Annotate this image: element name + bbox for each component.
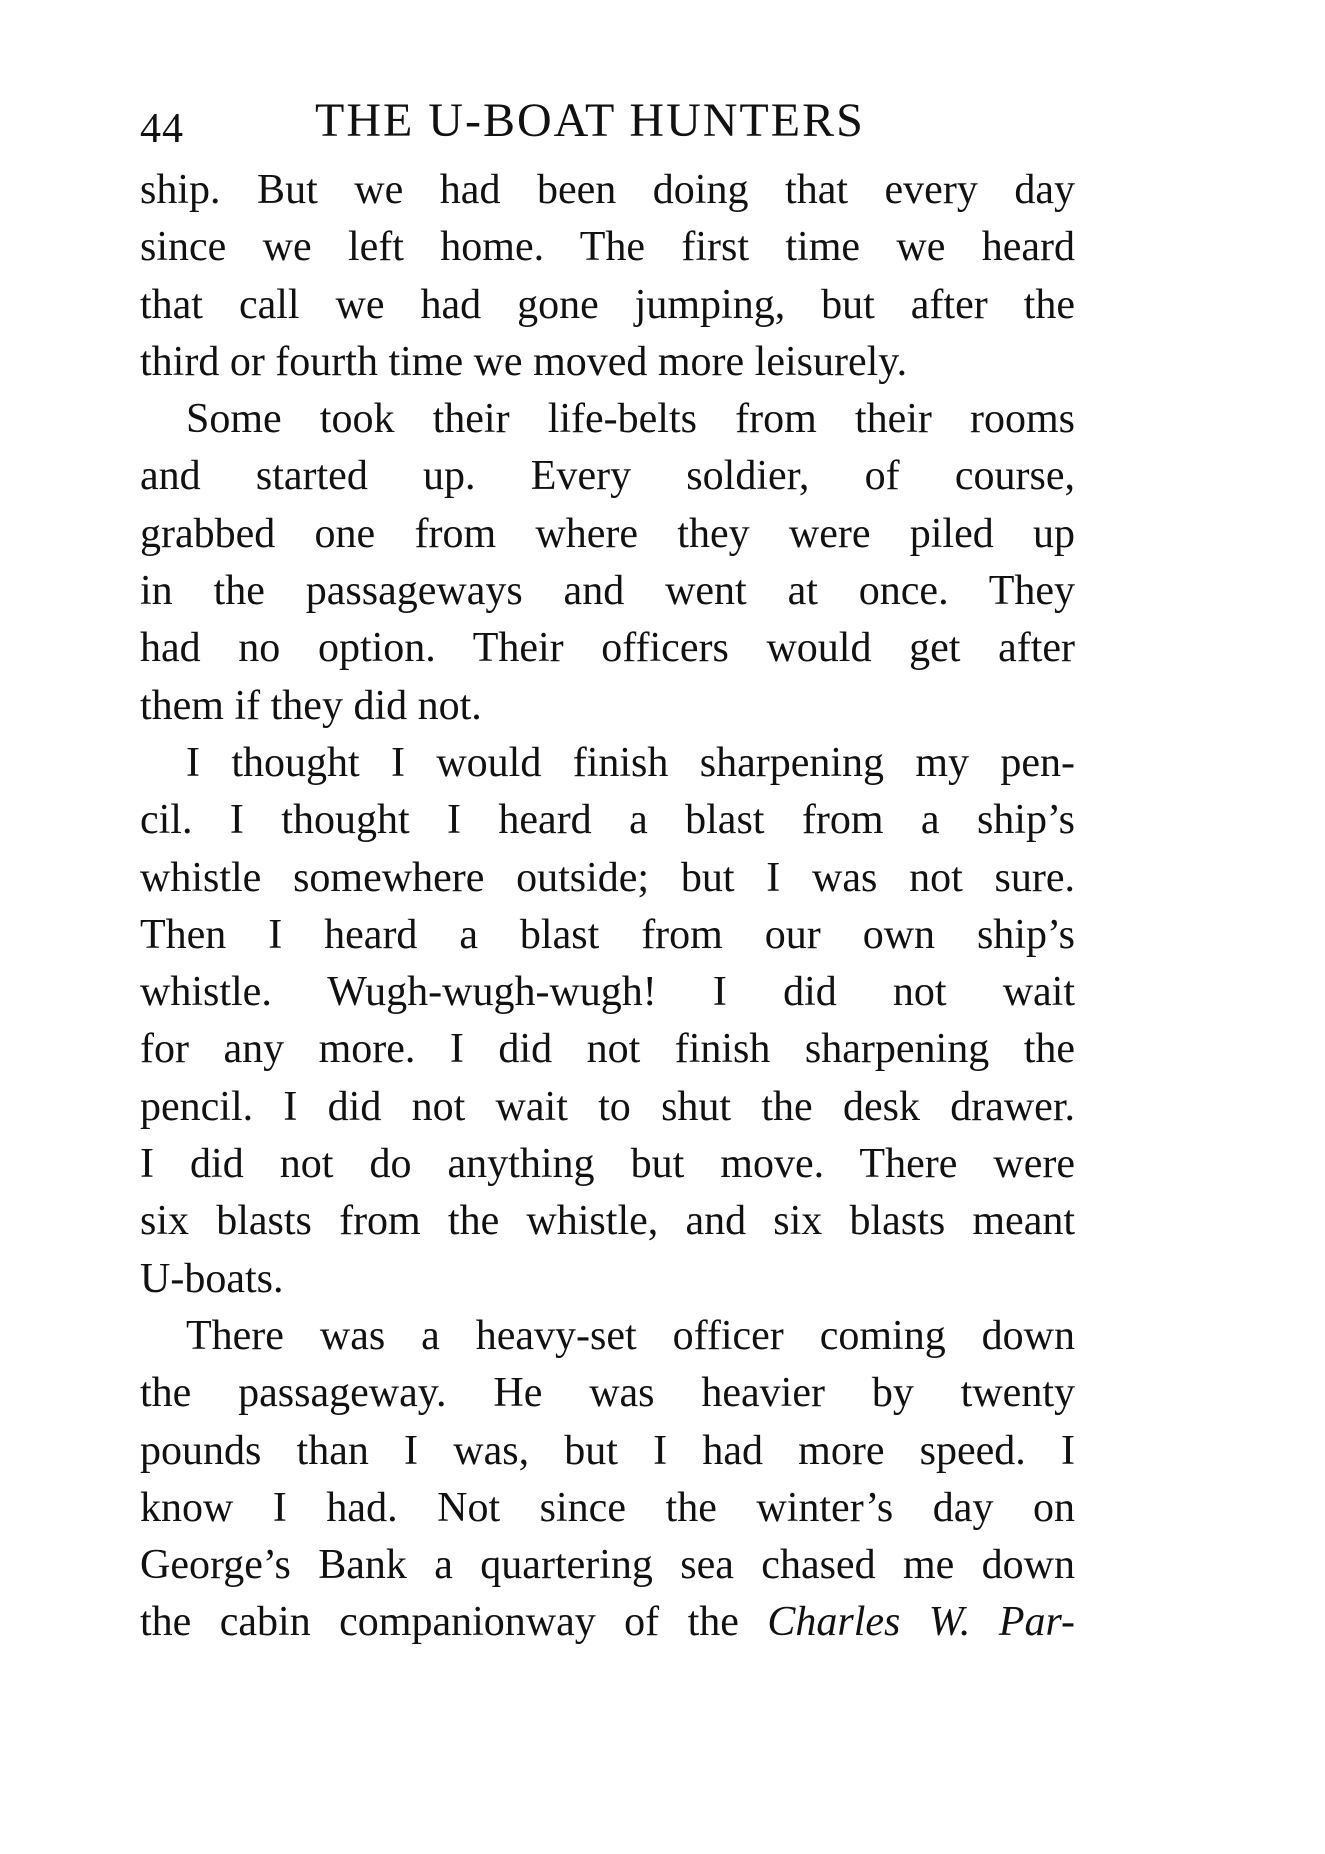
text-line: know I had. Not since the winter’s day on xyxy=(140,1484,1075,1531)
text-line: I did not do anything but move. There were xyxy=(140,1141,1075,1188)
final-line-text: the cabin companionway of the xyxy=(140,1599,768,1646)
text-line: pencil. I did not wait to shut the desk drawer. xyxy=(140,1083,1075,1130)
text-line: whistle. Wugh-wugh-wugh! I did not wait xyxy=(140,969,1075,1016)
text-line: whistle somewhere outside; but I was not sure. xyxy=(140,854,1075,901)
text-line: Some took their life-belts from their rooms xyxy=(186,396,1075,443)
text-line: that call we had gone jumping, but after the xyxy=(140,281,1075,328)
text-line: the passageway. He was heavier by twenty xyxy=(140,1370,1075,1417)
text-line: for any more. I did not finish sharpening the xyxy=(140,1026,1075,1073)
running-head: THE U-BOAT HUNTERS xyxy=(315,94,865,147)
text-line: Then I heard a blast from our own ship’s xyxy=(140,911,1075,958)
page-number: 44 xyxy=(140,106,184,152)
body-text xyxy=(140,162,1075,1652)
text-line: ship. But we had been doing that every day xyxy=(140,167,1075,213)
text-line: I thought I would finish sharpening my pen- xyxy=(186,739,1075,786)
ship-name-italic: Charles W. Par- xyxy=(767,1599,1076,1646)
text-line-final xyxy=(140,1594,1075,1651)
text-line: in the passageways and went at once. They xyxy=(140,568,1075,615)
text-line: pounds than I was, but I had more speed. I xyxy=(140,1427,1075,1474)
text-line: grabbed one from where they were piled up xyxy=(140,510,1075,557)
text-line: had no option. Their officers would get after xyxy=(140,625,1075,672)
text-line: cil. I thought I heard a blast from a ship’s xyxy=(140,797,1075,844)
text-line: and started up. Every soldier, of course, xyxy=(140,453,1075,500)
page-header xyxy=(140,80,1075,162)
text-line: U-boats. xyxy=(140,1255,284,1302)
text-line: them if they did not. xyxy=(140,682,482,729)
book-page xyxy=(140,80,1075,1652)
text-line: George’s Bank a quartering sea chased me down xyxy=(140,1542,1075,1589)
text-line: There was a heavy-set officer coming down xyxy=(186,1312,1075,1359)
text-line: since we left home. The first time we heard xyxy=(140,224,1075,271)
text-line: third or fourth time we moved more leisurely. xyxy=(140,338,908,385)
text-line: six blasts from the whistle, and six blasts meant xyxy=(140,1198,1075,1245)
